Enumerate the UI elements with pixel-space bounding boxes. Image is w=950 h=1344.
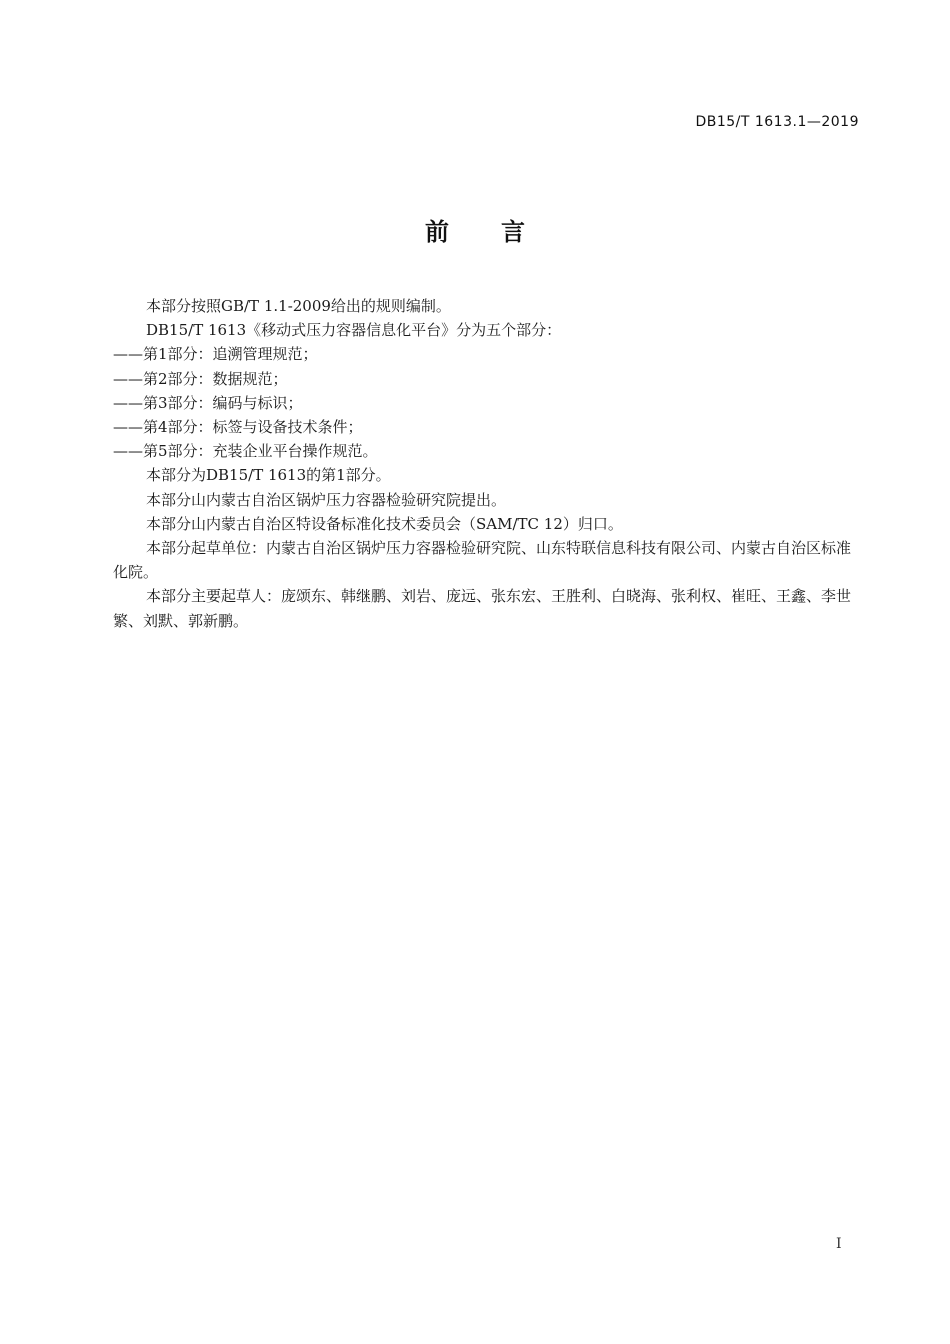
paragraph-drafters: 本部分主要起草人：庞颂东、韩继鹏、刘岩、庞远、张东宏、王胜利、白晓海、张利权、崔旺、王鑫、李世繁、刘默、郭新鹏。	[113, 587, 852, 630]
paragraph-proposer: 本部分山内蒙古自治区锅炉压力容器检验研究院提出。	[146, 490, 507, 509]
paragraph-parts-intro: DB15/T 1613《移动式压力容器信息化平台》分为五个部分：	[146, 321, 562, 340]
page-number: I	[836, 1236, 842, 1252]
list-item: ——第3部分：编码与标识；	[113, 393, 303, 412]
document-code: DB15/T 1613.1—2019	[695, 114, 859, 130]
paragraph-drafting-units: 本部分起草单位：内蒙古自治区锅炉压力容器检验研究院、山东特联信息科技有限公司、内蒙古自治区标准化院。	[113, 539, 852, 582]
paragraph-drafting-rules: 本部分按照GB/T 1.1-2009给出的规则编制。	[146, 297, 451, 315]
list-item: ——第5部分：充装企业平台操作规范。	[113, 442, 378, 461]
document-body	[113, 294, 861, 633]
list-item: ——第2部分：数据规范；	[113, 369, 288, 388]
paragraph-centralized: 本部分山内蒙古自治区特设备标准化技术委员会（SAM/TC 12）归口。	[146, 514, 623, 533]
list-item: ——第4部分：标签与设备技术条件；	[113, 418, 363, 437]
paragraph-part-number: 本部分为DB15/T 1613的第1部分。	[146, 466, 391, 485]
list-item: ——第1部分：追溯管理规范；	[113, 345, 318, 364]
page-title: 前言	[425, 218, 577, 246]
